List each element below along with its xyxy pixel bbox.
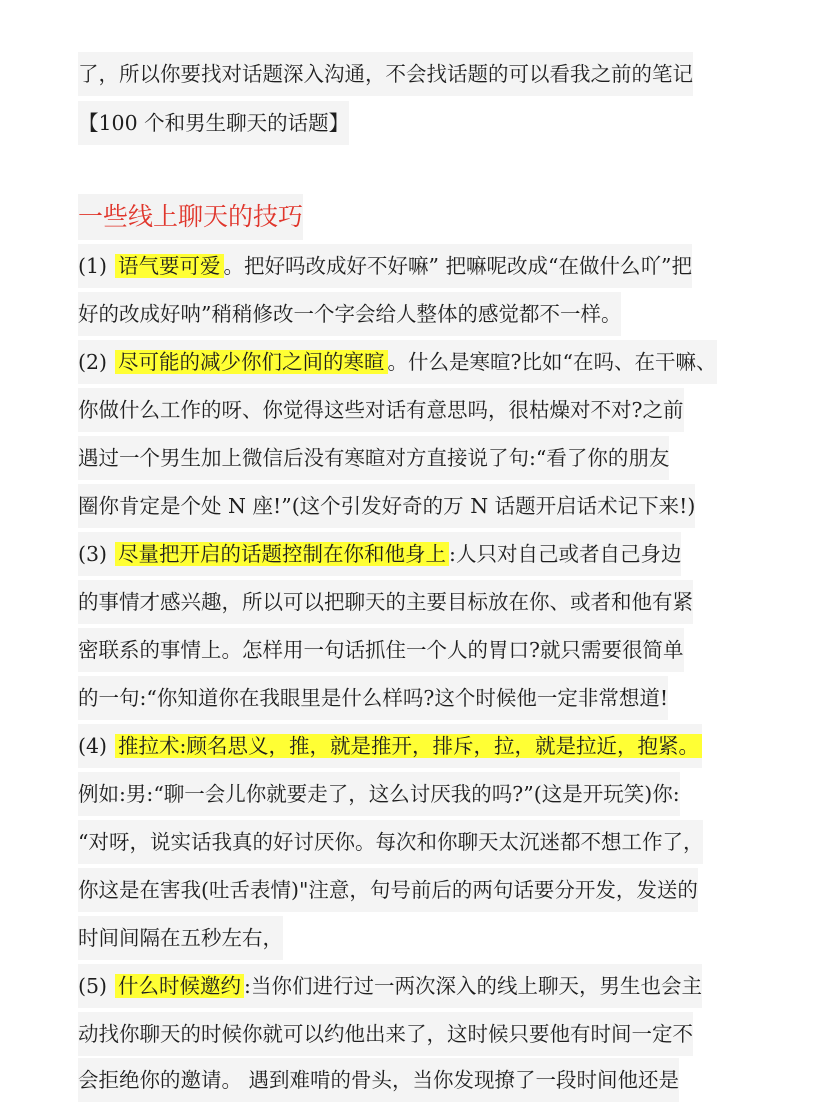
tip-5-line-2: 动找你聊天的时候你就可以约他出来了，这时候只要他有时间一定不 [78, 1012, 693, 1056]
tip-1-line-1: (1) 语气要可爱 。把好吗改成好不好嘛” 把嘛呢改成“在做什么吖”把 [78, 244, 692, 288]
tip-4-line-4: 你这是在害我(吐舌表情)"注意，句号前后的两句话要分开发，发送的 [78, 868, 698, 912]
highlight-tip-1: 语气要可爱 [115, 254, 224, 278]
tip-3-line-3: 密联系的事情上。怎样用一句话抓住一个人的胃口?就只需要很简单 [78, 628, 684, 672]
highlight-tip-2: 尽可能的减少你们之间的寒暄 [115, 350, 388, 374]
tip-3-line-2: 的事情才感兴趣，所以可以把聊天的主要目标放在你、或者和他有紧 [78, 580, 693, 624]
tip-3-line-4: 的一句:“你知道你在我眼里是什么样吗?这个时候他一定非常想道! [78, 676, 668, 720]
tip-4-line-2: 例如:男:“聊一会儿你就要走了，这么讨厌我的吗?”(这是开玩笑)你: [78, 772, 680, 816]
tip-3-line-1: (3) 尽量把开启的话题控制在你和他身上 :人只对自己或者自己身边 [78, 532, 681, 576]
tip-5-line-3: 会拒绝你的邀请。 遇到难啃的骨头，当你发现撩了一段时间他还是 [78, 1058, 679, 1102]
tip-4-line-3: “对呀，说实话我真的好讨厌你。每次和你聊天太沉迷都不想工作了， [78, 820, 703, 864]
tip-5-line-1: (5) 什么时候邀约 :当你们进行过一两次深入的线上聊天，男生也会主 [78, 964, 702, 1008]
tip-4-line-1: (4) 推拉术:顾名思义，推，就是推开，排斥，拉，就是拉近，抱紧。 [78, 724, 702, 768]
section-heading: 一些线上聊天的技巧 [78, 194, 303, 240]
text-line-1: 了，所以你要找对话题深入沟通，不会找话题的可以看我之前的笔记 [78, 52, 693, 96]
tip-1-line-2: 好的改成好呐”稍稍修改一个字会给人整体的感觉都不一样。 [78, 292, 621, 336]
highlight-tip-3: 尽量把开启的话题控制在你和他身上 [115, 542, 449, 566]
tip-2-line-4: 圈你肯定是个处 N 座!”(这个引发好奇的万 N 话题开启话术记下来!) [78, 484, 695, 528]
tip-2-line-2: 你做什么工作的呀、你觉得这些对话有意思吗，很枯燥对不对?之前 [78, 388, 684, 432]
highlight-tip-4: 推拉术:顾名思义，推，就是推开，排斥，拉，就是拉近，抱紧。 [115, 734, 702, 758]
tip-2-line-3: 遇过一个男生加上微信后没有寒暄对方直接说了句:“看了你的朋友 [78, 436, 669, 480]
text-line-2: 【100 个和男生聊天的话题】 [78, 101, 349, 145]
highlight-tip-5: 什么时候邀约 [115, 974, 244, 998]
tip-4-line-5: 时间间隔在五秒左右， [78, 916, 283, 960]
tip-2-line-1: (2) 尽可能的减少你们之间的寒暄 。什么是寒暄?比如“在吗、在干嘛、 [78, 340, 717, 384]
